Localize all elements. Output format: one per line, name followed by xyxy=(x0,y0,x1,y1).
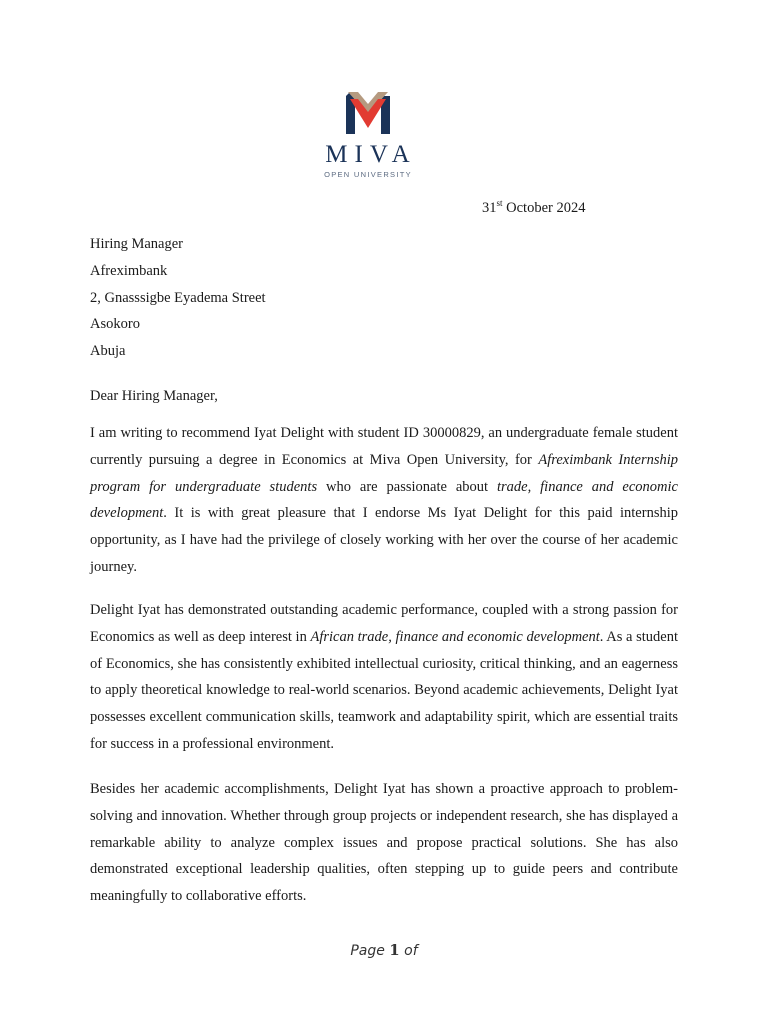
recipient-title: Hiring Manager xyxy=(90,236,184,252)
body-paragraph-1 xyxy=(90,420,678,581)
brand-subtitle: OPEN UNIVERSITY xyxy=(324,170,412,179)
body-paragraph-2 xyxy=(90,597,678,758)
paragraph-text: . It is with great pleasure that I endorse Ms Iyat Delight for this paid internship opportunity, as I have had the privilege of closely working with her over the course of her academic journey. xyxy=(90,505,678,575)
date-ordinal-suffix: st xyxy=(496,198,503,208)
page-number: 1 xyxy=(389,941,400,959)
paragraph-text: I am writing to recommend Iyat Delight with student ID 30000829, an undergraduate female student currently pursuing a degree in Economics at Miva Open University, for xyxy=(90,425,678,468)
interest-emphasis: African trade, finance and economic development xyxy=(310,628,600,645)
date-month-year: October 2024 xyxy=(502,200,586,216)
salutation: Dear Hiring Manager, xyxy=(90,388,218,404)
date-day: 31 xyxy=(482,200,497,216)
recipient-city: Abuja xyxy=(90,343,126,360)
miva-m-logo-icon xyxy=(344,90,392,136)
brand-name: MIVA xyxy=(325,141,417,168)
page-label: Page xyxy=(350,943,390,959)
paragraph-text: Besides her academic accomplishments, Delight Iyat has shown a proactive approach to problem-solving and innovation. Whether through group projects or independent research, she has displayed a remarkable ability to analyze complex issues and propose practical solutions. She has also demonstrated exceptional leadership qualities, often stepping up to guide peers and contribute meaningfully to collaborative efforts. xyxy=(90,781,678,905)
recipient-organization: Afreximbank xyxy=(90,262,168,279)
recipient-street: 2, Gnasssigbe Eyadema Street xyxy=(90,289,266,306)
letter-date xyxy=(482,199,585,217)
paragraph-text: . As a student of Economics, she has consistently exhibited intellectual curiosity, critical thinking, and an eagerness to apply theoretical knowledge to real-world scenarios. Beyond academic achievements, Delight Iyat possesses excellent communication skills, teamwork and adaptability spirit, which are essential traits for success in a professional environment. xyxy=(90,628,678,752)
recipient-address xyxy=(90,234,266,368)
letterhead-logo xyxy=(312,90,424,185)
body-paragraph-3 xyxy=(90,776,678,910)
paragraph-text: Delight Iyat has demonstrated outstanding academic performance, coupled with a strong passion for Economics as well as deep interest in xyxy=(90,602,678,645)
focus-area-emphasis: trade, finance and economic development xyxy=(90,478,678,522)
page-footer xyxy=(0,941,768,959)
page-of-label: of xyxy=(399,943,418,959)
recipient-district: Asokoro xyxy=(90,316,140,333)
program-name-emphasis: Afreximbank Internship program for undergraduate students xyxy=(90,451,679,495)
paragraph-text: who are passionate about xyxy=(317,478,497,495)
